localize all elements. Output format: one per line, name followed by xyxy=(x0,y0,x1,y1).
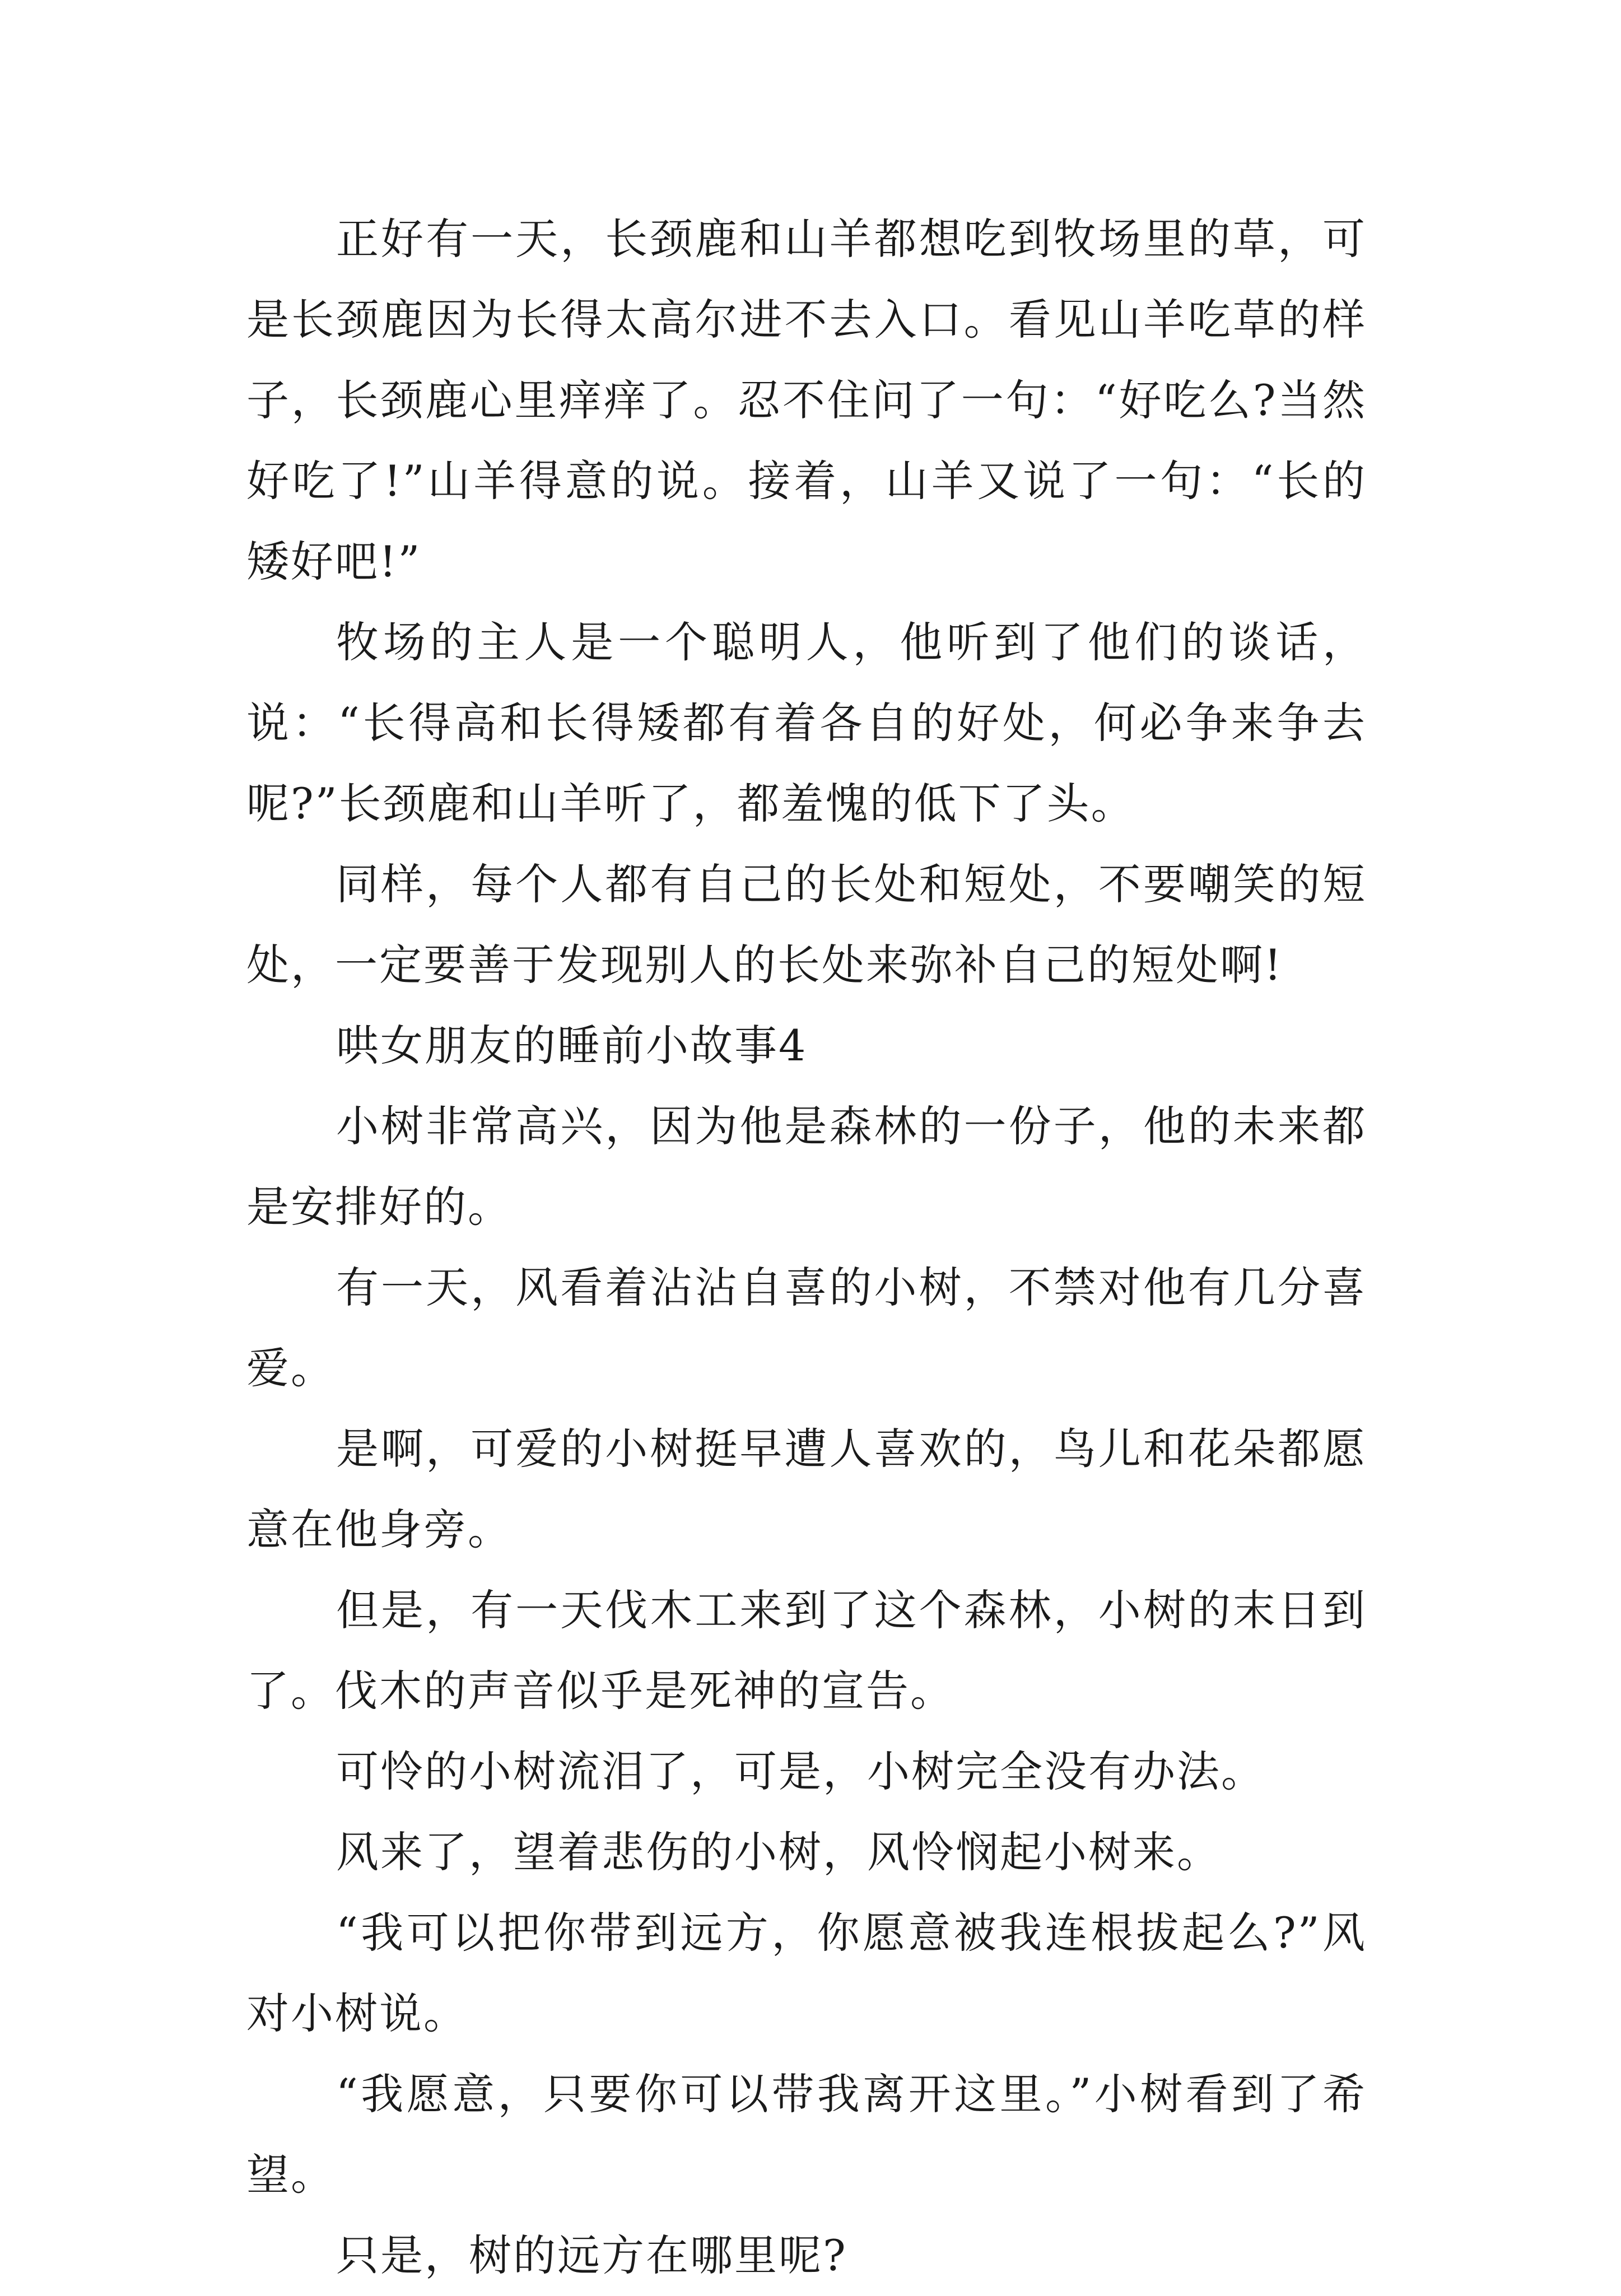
paragraph: 只是，树的远方在哪里呢? xyxy=(336,2230,847,2280)
paragraph: 是啊，可爱的小树挺早遭人喜欢的，鸟儿和花朵都愿意在他身旁。 xyxy=(246,1424,1367,1554)
paragraph: 但是，有一天伐木工来到了这个森林，小树的末日到了。伐木的声音似乎是死神的宣告。 xyxy=(246,1585,1367,1716)
paragraph: 风来了，望着悲伤的小树，风怜悯起小树来。 xyxy=(336,1827,1221,1877)
paragraph: 有一天，风看着沾沾自喜的小树，不禁对他有几分喜爱。 xyxy=(246,1263,1367,1393)
section-heading: 哄女朋友的睡前小故事4 xyxy=(336,1021,808,1070)
paragraph: 同样，每个人都有自己的长处和短处，不要嘲笑的短处，一定要善于发现别人的长处来弥补自己的短处啊! xyxy=(246,859,1367,990)
paragraph: “我愿意，只要你可以带我离开这里。”小树看到了希望。 xyxy=(246,2069,1367,2200)
document-body xyxy=(246,199,1367,2296)
paragraph: 小树非常高兴，因为他是森林的一份子，他的未来都是安排好的。 xyxy=(246,1101,1367,1232)
paragraph: 正好有一天，长颈鹿和山羊都想吃到牧场里的草，可是长颈鹿因为长得太高尔进不去入口。看见山羊吃草的样子，长颈鹿心里痒痒了。忍不住问了一句：“好吃么?当然好吃了!”山羊得意的说。接着，山羊又说了一句：“长的矮好吧!” xyxy=(246,214,1367,586)
paragraph: 可怜的小树流泪了，可是，小树完全没有办法。 xyxy=(336,1747,1265,1796)
paragraph: “我可以把你带到远方，你愿意被我连根拔起么?”风对小树说。 xyxy=(246,1908,1367,2038)
paragraph: 牧场的主人是一个聪明人，他听到了他们的谈话，说：“长得高和长得矮都有着各自的好处，何必争来争去呢?”长颈鹿和山羊听了，都羞愧的低下了头。 xyxy=(246,617,1367,828)
